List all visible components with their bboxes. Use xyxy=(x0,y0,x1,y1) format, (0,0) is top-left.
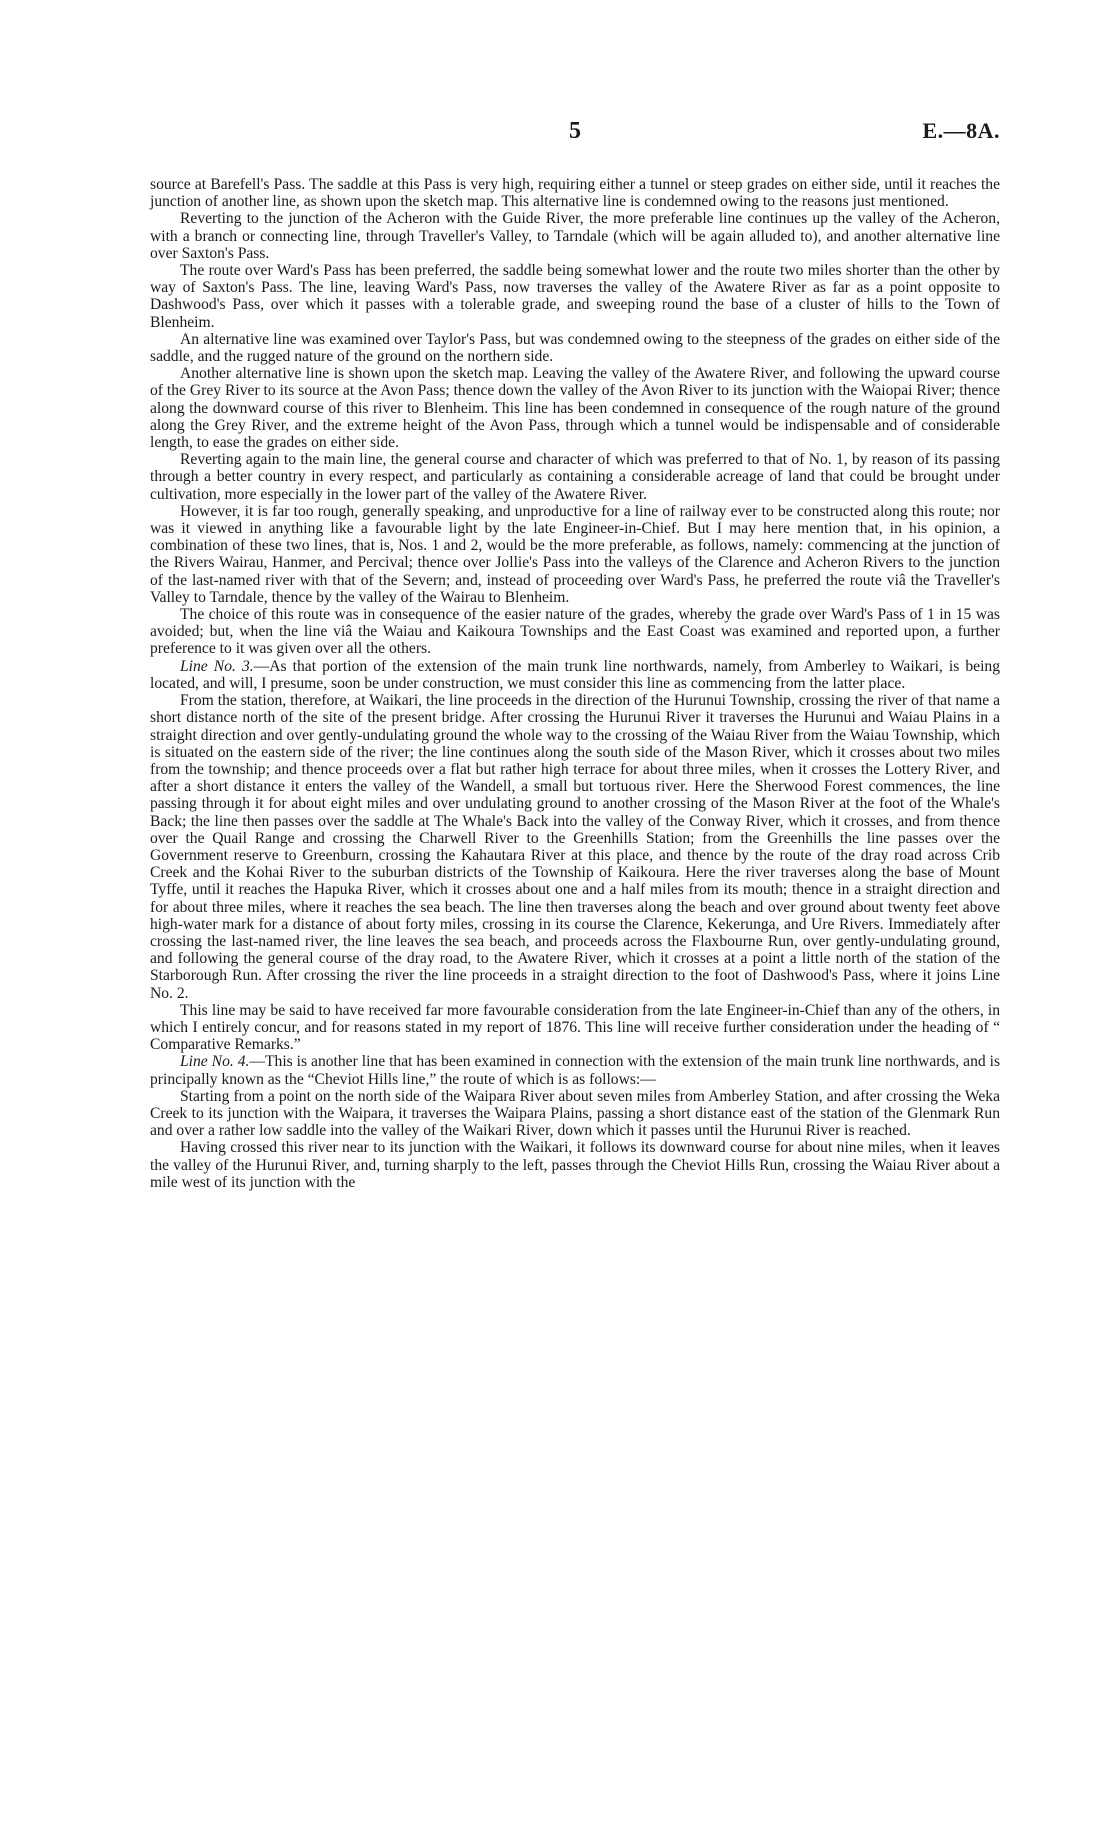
paragraph: Another alternative line is shown upon the sketch map. Leaving the valley of the Awatere River, and following the upward course of the Grey River to its source at the Avon Pass; thence down the valley of the Avon River to its junction with the Waiopai River; thence along the downward course of this river to Blenheim. This line has been condemned in consequence of the rough nature of the ground along the Grey River, and the extreme height of the Avon Pass, through which a tunnel would be indispensable and of considerable length, to ease the grades on either side. xyxy=(150,365,1000,452)
page-header xyxy=(150,118,1000,152)
line-label: Line No. 4. xyxy=(180,1053,250,1071)
paragraph: Starting from a point on the north side of the Waipara River about seven miles from Amberley Station, and after crossing the Weka Creek to its junction with the Waipara, it traverses the Waipara Plains, passing a short distance east of the station of the Glenmark Run and over a rather low saddle into the valley of the Waikari River, down which it passes until the Hurunui River is reached. xyxy=(150,1087,1000,1140)
paragraph: Having crossed this river near to its junction with the Waikari, it follows its downward course for about nine miles, when it leaves the valley of the Hurunui River, and, turning sharply to the left, passes through the Cheviot Hills Run, crossing the Waiau River about a mile west of its junction with the xyxy=(150,1139,1000,1191)
paragraph-line-4: Line No. 4.—This is another line that has been examined in connection with the extension of the main trunk line northwards, and is principally known as the “Cheviot Hills line,” the route of which is as follows:— xyxy=(150,1053,1001,1088)
paragraph-line-3: Line No. 3.—As that portion of the extension of the main trunk line northwards, namely, from Amberley to Waikari, is being located, and will, I presume, soon be under construction, we must consider this line as commencing from the latter place. xyxy=(150,657,1000,692)
page-number: 5 xyxy=(569,118,581,144)
paragraph: From the station, therefore, at Waikari, the line proceeds in the direction of the Hurunui Township, crossing the river of that name a short distance north of the site of the present bridge. After crossing the Hurunui River it traverses the Hurunui and Waiau Plains in a straight direction and over gently-undulating ground the whole way to the crossing of the Waiau River from the Waiau Township, which is situated on the eastern side of the river; the line continues along the south side of the Mason River, which it crosses about two miles from the township; and thence proceeds over a flat but rather high terrace for about three miles, when it crosses the Lottery River, and after a short distance it enters the valley of the Wandell, a small but tortuous river. Here the Sherwood Forest commences, the line passing through it for about eight miles and over undulating ground to another crossing of the Mason River at the foot of the Whale's Back; the line then passes over the saddle at The Whale's Back into the valley of the Conway River, which it crosses, and from thence over the Quail Range and crossing the Charwell River to the Greenhills Station; from the Greenhills the line passes over the Government reserve to Greenburn, crossing the Kahautara River at this place, and thence by the route of the dray road across Crib Creek and the Kohai River to the suburban districts of the Township of Kaikoura. Here the river traverses along the base of Mount Tyffe, until it reaches the Hapuka River, which it crosses about one and a half miles from its mouth; thence in a straight direction and for about three miles, where it reaches the sea beach. The line then traverses along the beach and over ground about twenty feet above high-water mark for a distance of about forty miles, crossing in its course the Clarence, Kekerunga, and Ure Rivers. Immediately after crossing the last-named river, the line leaves the sea beach, and proceeds across the Flaxbourne Run, over gently-undulating ground, and following the general course of the dray road, to the Awatere River, which it crosses at a point a little north of the station of the Starborough Run. After crossing the river the line proceeds in a straight direction to the foot of Dashwood's Pass, where it joins Line No. 2. xyxy=(150,692,1000,1002)
paragraph: An alternative line was examined over Taylor's Pass, but was condemned owing to the steepness of the grades on either side of the saddle, and the rugged nature of the ground on the northern side. xyxy=(150,330,1000,366)
line-label: Line No. 3. xyxy=(180,657,254,675)
document-reference: E.—8A. xyxy=(922,118,1000,143)
paragraph: source at Barefell's Pass. The saddle at this Pass is very high, requiring either a tunnel or steep grades on either side, until it reaches the junction of another line, as shown upon the sketch map. This alternative line is condemned owing to the reasons just mentioned. xyxy=(150,176,1000,211)
paragraph: Reverting again to the main line, the general course and character of which was preferred to that of No. 1, by reason of its passing through a better country in every respect, and particularly as containing a considerable acreage of land that could be brought under cultivation, more especially in the lower part of the valley of the Awatere River. xyxy=(150,451,1000,503)
paragraph: However, it is far too rough, generally speaking, and unproductive for a line of railway ever to be constructed along this route; nor was it viewed in anything like a favourable light by the late Engineer-in-Chief. But I may here mention that, in his opinion, a combination of these two lines, that is, Nos. 1 and 2, would be the more preferable, as follows, namely: commencing at the junction of the Rivers Wairau, Hanmer, and Percival; thence over Jollie's Pass into the valleys of the Clarence and Acheron Rivers to the junction of the last-named river with that of the Severn; and, instead of proceeding over Ward's Pass, he preferred the route viâ the Traveller's Valley to Tarndale, thence by the valley of the Wairau to Blenheim. xyxy=(150,502,1000,606)
paragraph: Reverting to the junction of the Acheron with the Guide River, the more preferable line continues up the valley of the Acheron, with a branch or connecting line, through Traveller's Valley, to Tarndale (which will be again alluded to), and another alternative line over Saxton's Pass. xyxy=(150,210,1000,262)
paragraph: The choice of this route was in consequence of the easier nature of the grades, whereby the grade over Ward's Pass of 1 in 15 was avoided; but, when the line viâ the Waiau and Kaikoura Townships and the East Coast was examined and reported upon, a further preference to it was given over all the others. xyxy=(150,606,1000,658)
paragraph: The route over Ward's Pass has been preferred, the saddle being somewhat lower and the route two miles shorter than the other by way of Saxton's Pass. The line, leaving Ward's Pass, now traverses the valley of the Awatere River as far as a point opposite to Dashwood's Pass, over which it passes with a tolerable grade, and sweeping round the base of a cluster of hills to the Town of Blenheim. xyxy=(150,262,1000,331)
body-text xyxy=(150,176,1000,1191)
paragraph: This line may be said to have received far more favourable consideration from the late Engineer-in-Chief than any of the others, in which I entirely concur, and for reasons stated in my report of 1876. This line will receive further consideration under the heading of “ Comparative Remarks.” xyxy=(150,1001,1000,1054)
